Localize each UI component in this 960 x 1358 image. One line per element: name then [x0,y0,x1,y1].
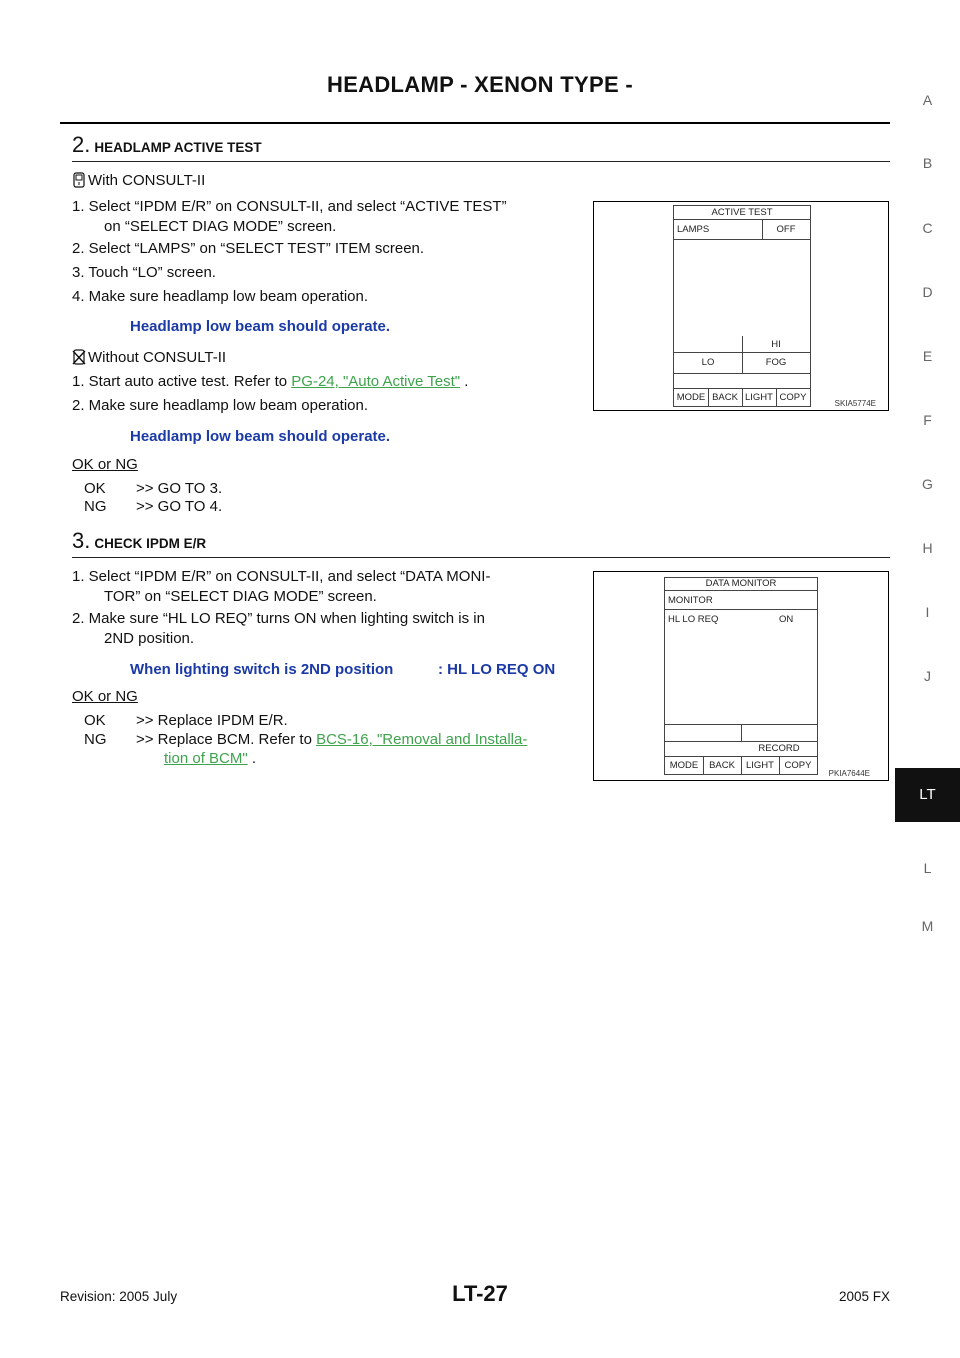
monitor-label: MONITOR [668,595,713,606]
tab-i[interactable]: I [925,604,930,620]
tab-lt[interactable]: LT [895,768,960,822]
section-tabs [895,0,960,1358]
record-button[interactable]: RECORD [758,743,800,754]
spec-hl-lo-req-label: When lighting switch is 2ND position [130,661,394,678]
spec-hl-lo-req-value: : HL LO REQ ON [438,661,556,678]
step-2-w-item-1: 1. Start auto active test. Refer to PG-24, "Auto Active Test" . [72,373,469,390]
copy-button[interactable]: COPY [779,392,807,403]
tab-l[interactable]: L [923,860,932,876]
copy-button-2[interactable]: COPY [784,760,812,771]
active-test-title: ACTIVE TEST [711,207,773,218]
link-pg-24[interactable]: PG-24, "Auto Active Test" [291,373,461,390]
light-button-2[interactable]: LIGHT [746,760,774,771]
step-2-ng-action: >> GO TO 4. [136,498,223,515]
footer-revision: Revision: 2005 July [60,1289,178,1304]
step-3-item-2: 2. Make sure “HL LO REQ” turns ON when lighting switch is in [72,610,485,627]
step-3-ok-action: >> Replace IPDM E/R. [136,712,288,729]
spec-low-beam-2: Headlamp low beam should operate. [130,428,391,445]
step-2-ng-label: NG [84,498,107,515]
step-3-ok-label: OK [84,712,106,729]
back-button[interactable]: BACK [712,392,738,403]
tab-d[interactable]: D [922,284,933,300]
link-bcs-16-cont[interactable]: tion of BCM" [164,750,248,767]
step-2-item-2: 2. Select “LAMPS” on “SELECT TEST” ITEM screen. [72,240,425,257]
tab-j[interactable]: J [924,668,931,684]
step-3-item-1-cont: TOR” on “SELECT DIAG MODE” screen. [104,588,377,605]
back-button-2[interactable]: BACK [709,760,735,771]
step-2-divider [72,161,890,162]
step-3-number: 3. [72,528,91,553]
step-2-w-item-2: 2. Make sure headlamp low beam operation. [72,397,369,414]
step-3-ok-ng: OK or NG [72,688,138,705]
step-3-heading [72,528,206,554]
step-2-item-1-cont: on “SELECT DIAG MODE” screen. [104,218,337,235]
step-3-item-1: 1. Select “IPDM E/R” on CONSULT-II, and select “DATA MONI- [72,568,491,585]
data-monitor-title: DATA MONITOR [705,578,777,589]
tab-a[interactable]: A [922,92,933,108]
hl-lo-req-item: HL LO REQ [668,614,719,625]
with-consult-label: With CONSULT-II [72,172,205,189]
hi-button[interactable]: HI [771,339,781,350]
step-2-ok-ng: OK or NG [72,456,138,473]
step-3-ng-action: >> Replace BCM. Refer to BCS-16, "Removal and Installa- [136,731,528,748]
figure-active-test [593,201,889,411]
hl-lo-req-value: ON [779,614,794,625]
step-2-heading [72,132,262,158]
spec-low-beam-1: Headlamp low beam should operate. [130,318,391,335]
figure-1-code: SKIA5774E [834,399,876,408]
active-test-screen [673,205,811,407]
no-tool-icon [72,349,86,365]
tab-e[interactable]: E [922,348,933,364]
tab-b[interactable]: B [922,155,933,171]
header-divider [60,122,890,124]
step-2-item-1: 1. Select “IPDM E/R” on CONSULT-II, and select “ACTIVE TEST” [72,198,507,215]
step-2-number: 2. [72,132,91,157]
step-2-ok-label: OK [84,480,106,497]
step-3-title: CHECK IPDM E/R [94,536,207,551]
step-3-ng-label: NG [84,731,107,748]
lamps-label: LAMPS [677,224,710,235]
step-2-item-4: 4. Make sure headlamp low beam operation. [72,288,369,305]
tab-c[interactable]: C [922,220,933,236]
tab-h[interactable]: H [922,540,933,556]
tab-f[interactable]: F [923,412,932,428]
footer-model: 2005 FX [838,1289,890,1304]
light-button[interactable]: LIGHT [745,392,773,403]
step-2-ok-action: >> GO TO 3. [136,480,223,497]
figure-2-code: PKIA7644E [828,769,870,778]
step-3-ng-action-cont: tion of BCM" . [164,750,257,767]
lamps-value: OFF [776,224,796,235]
step-2-item-3: 3. Touch “LO” screen. [72,264,216,281]
mode-button[interactable]: MODE [676,392,706,403]
mode-button-2[interactable]: MODE [669,760,699,771]
consult-tool-icon [72,172,86,188]
fog-button[interactable]: FOG [765,357,787,368]
page-title: HEADLAMP - XENON TYPE - [327,72,633,97]
step-2-title: HEADLAMP ACTIVE TEST [94,140,262,155]
page-number: LT-27 [452,1281,508,1306]
without-consult-label: Without CONSULT-II [72,349,226,366]
tab-g[interactable]: G [922,476,933,492]
figure-data-monitor [593,571,889,781]
lo-button[interactable]: LO [701,357,715,368]
step-3-divider [72,557,890,558]
step-3-item-2-cont: 2ND position. [104,630,195,647]
link-bcs-16[interactable]: BCS-16, "Removal and Installa- [316,731,528,748]
tab-m[interactable]: M [921,918,934,934]
data-monitor-screen [664,577,818,775]
